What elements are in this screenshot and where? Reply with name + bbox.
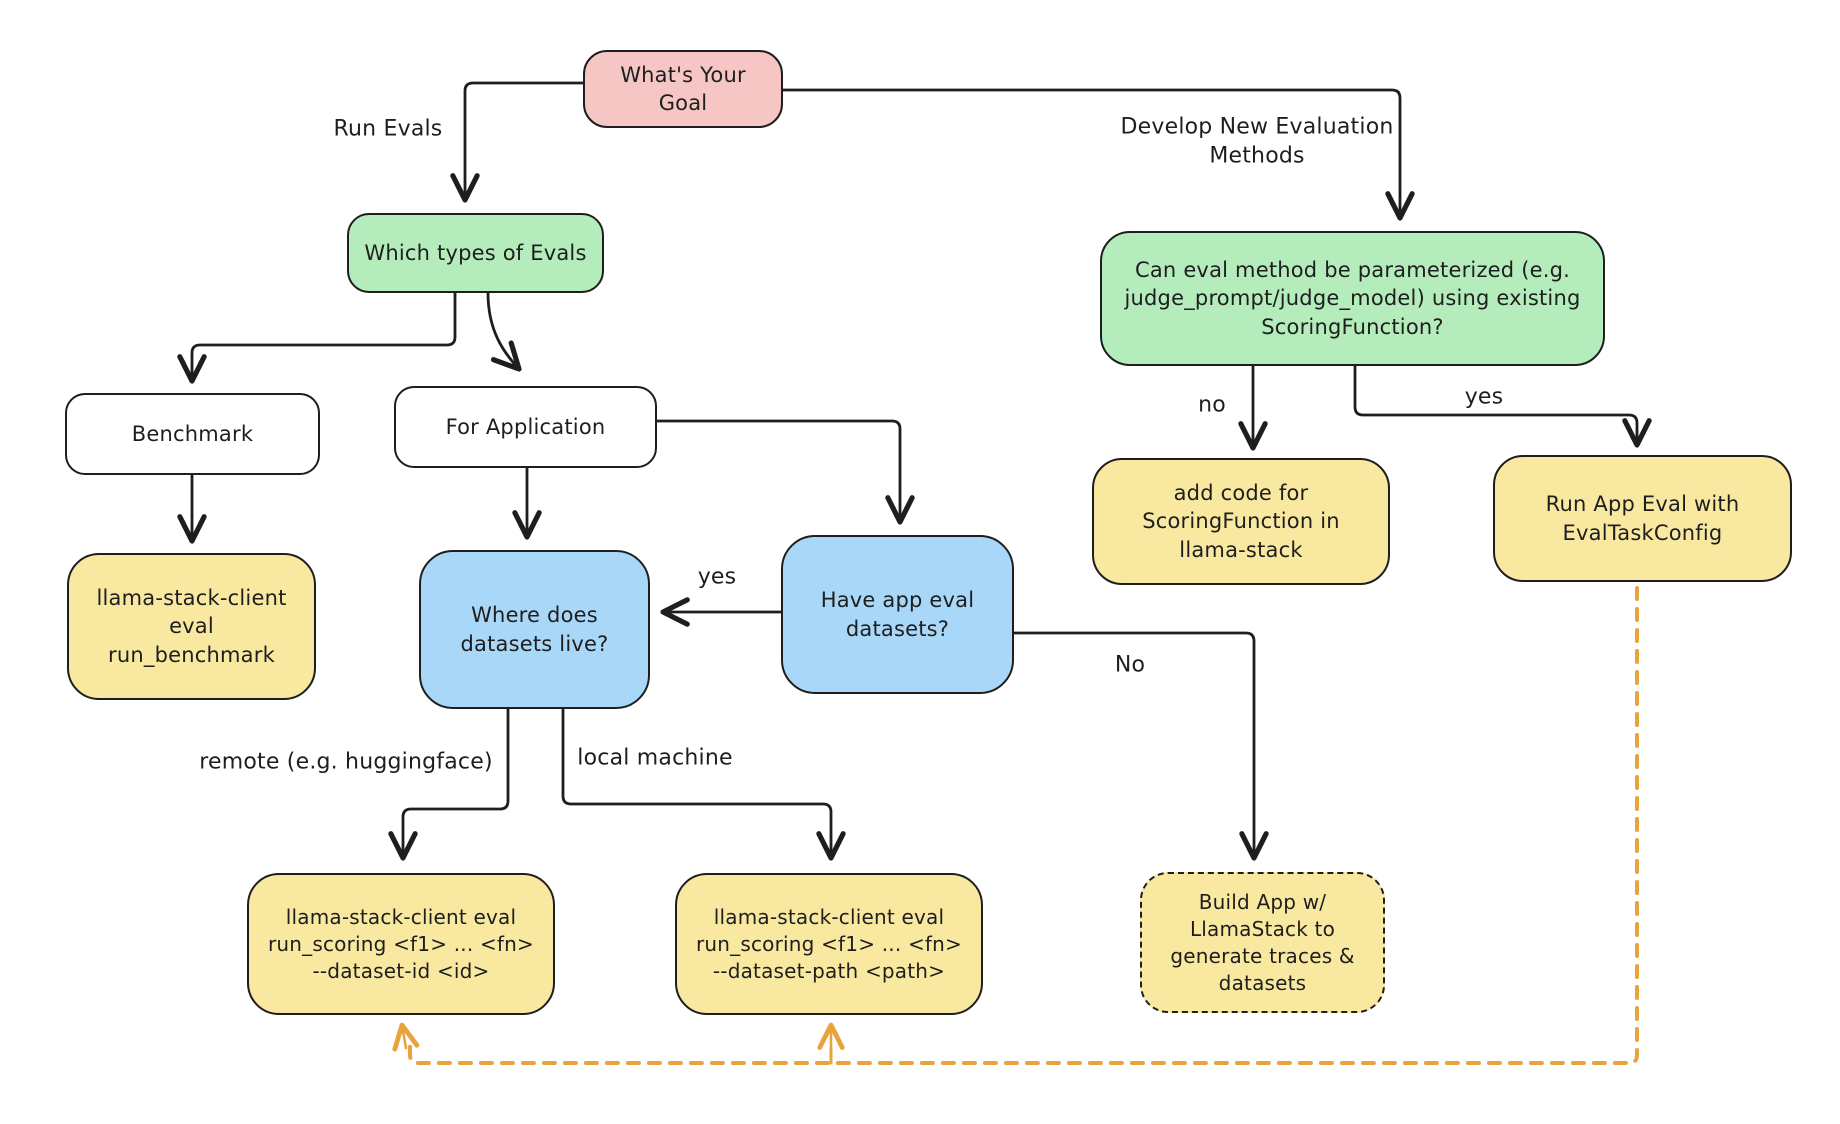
node-benchmark: Benchmark [65,393,320,475]
edge-feedback-arrow-id [402,1025,406,1048]
edge-label-yes-have-datasets: yes [697,564,737,590]
edge-label-run-evals: Run Evals [333,116,443,142]
edge-for-application-to-have [657,421,900,522]
node-which-types-of-evals: Which types of Evals [347,213,604,293]
edge-types-to-benchmark [192,293,455,381]
edge-label-develop-new-evaluation-methods: Develop New Evaluation Methods [1120,114,1394,168]
edge-label-no-have-datasets: No [1114,652,1146,678]
node-whats-your-goal: What's Your Goal [583,50,783,128]
node-build-app-llamastack: Build App w/ LlamaStack to generate traces & datasets [1140,872,1385,1013]
edge-where-remote-to-run-scoring-id [403,709,508,858]
edge-goal-to-which-types [465,83,583,200]
node-run-app-eval-evaltaskconfig: Run App Eval with EvalTaskConfig [1493,455,1792,582]
node-where-does-datasets-live: Where does datasets live? [419,550,650,709]
node-add-code-scoringfunction: add code for ScoringFunction in llama-stack [1092,458,1390,585]
edge-label-no-scoringfunction: no [1198,392,1226,418]
node-can-eval-method-parameterized: Can eval method be parameterized (e.g. judge_prompt/judge_model) using existing ScoringFunction? [1100,231,1605,366]
node-for-application: For Application [394,386,657,468]
node-run-benchmark-command: llama-stack-client eval run_benchmark [67,553,316,700]
edge-where-local-to-run-scoring-path [563,709,831,858]
edge-types-to-for-application [488,293,519,369]
node-run-scoring-dataset-id: llama-stack-client eval run_scoring <f1> ... <fn> --dataset-id <id> [247,873,555,1015]
edge-label-yes-scoringfunction: yes [1464,384,1504,410]
edge-label-remote-huggingface: remote (e.g. huggingface) [199,749,493,775]
node-have-app-eval-datasets: Have app eval datasets? [781,535,1014,694]
edge-label-local-machine: local machine [577,745,733,771]
node-run-scoring-dataset-path: llama-stack-client eval run_scoring <f1> ... <fn> --dataset-path <path> [675,873,983,1015]
